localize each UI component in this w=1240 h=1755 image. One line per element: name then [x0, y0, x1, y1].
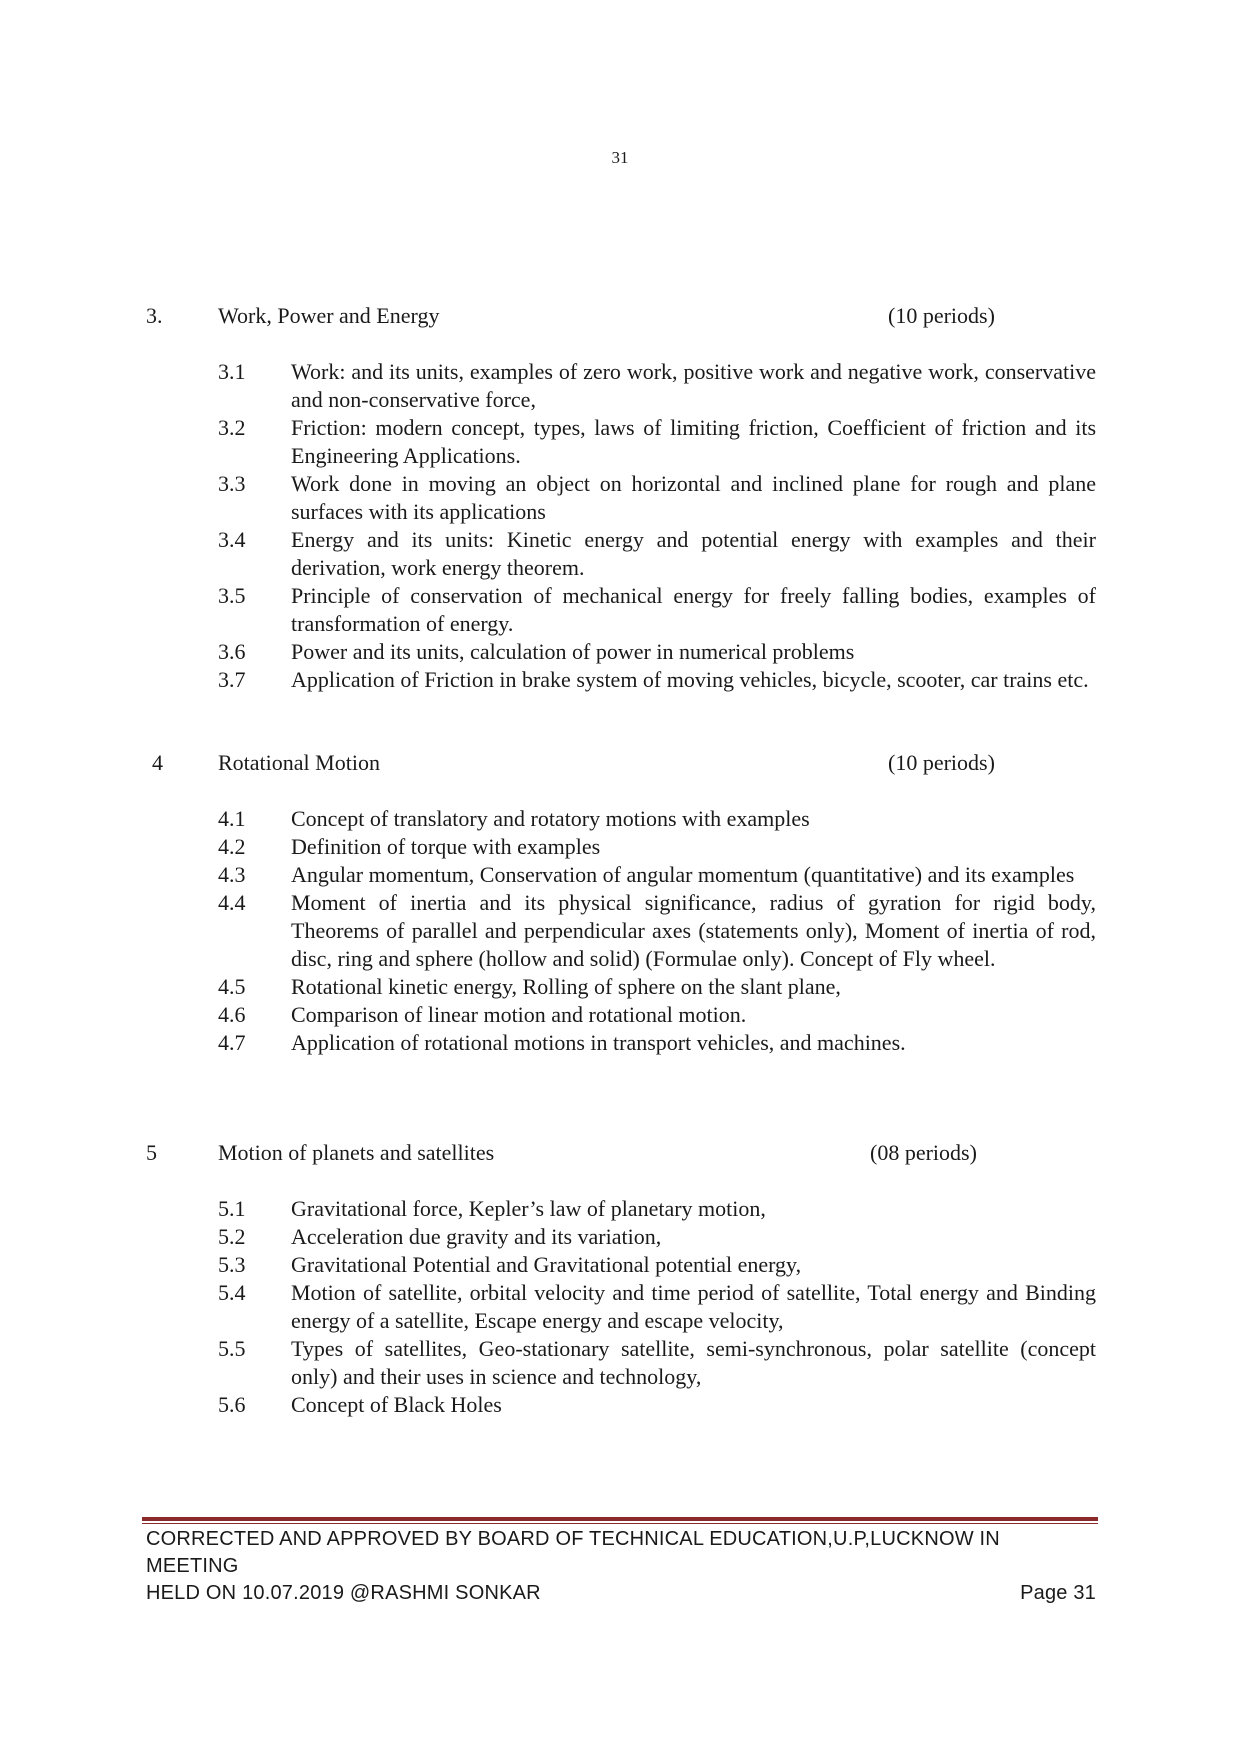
item-number: 4.4 [218, 890, 246, 915]
list-item [218, 666, 1096, 694]
unit-periods: (08 periods) [870, 1140, 977, 1165]
list-item [218, 526, 1096, 582]
list-item [218, 1001, 1096, 1029]
unit-topic-list [218, 358, 1096, 694]
footer-line-2-row [146, 1580, 1096, 1607]
item-number: 5.5 [218, 1336, 246, 1361]
item-text: Energy and its units: Kinetic energy and potential energy with examples and their derivation, work energy theorem. [291, 527, 1096, 580]
list-item [218, 1335, 1096, 1391]
item-number: 4.5 [218, 974, 246, 999]
unit-title: Rotational Motion [218, 750, 380, 775]
page-number: 31 [611, 148, 629, 167]
item-number: 5.6 [218, 1392, 246, 1417]
item-number: 4.2 [218, 834, 246, 859]
list-item [218, 470, 1096, 526]
item-text: Friction: modern concept, types, laws of limiting friction, Coefficient of friction and its Engineering Applications. [291, 415, 1096, 468]
list-item [218, 973, 1096, 1001]
unit-heading [0, 749, 1240, 779]
item-text: Angular momentum, Conservation of angular momentum (quantitative) and its examples [291, 862, 1075, 887]
unit-periods: (10 periods) [888, 750, 995, 775]
list-item [218, 889, 1096, 973]
item-number: 3.7 [218, 667, 246, 692]
unit-title: Motion of planets and satellites [218, 1140, 495, 1165]
item-text: Application of rotational motions in transport vehicles, and machines. [291, 1030, 906, 1055]
unit-heading [0, 302, 1240, 332]
list-item [218, 861, 1096, 889]
item-text: Gravitational Potential and Gravitational potential energy, [291, 1252, 802, 1277]
list-item [218, 1223, 1096, 1251]
item-text: Definition of torque with examples [291, 834, 601, 859]
unit-topic-list [218, 1195, 1096, 1419]
list-item [218, 414, 1096, 470]
item-number: 5.3 [218, 1252, 246, 1277]
item-text: Work: and its units, examples of zero work, positive work and negative work, conservative and non-conservative force, [291, 359, 1096, 412]
list-item [218, 1251, 1096, 1279]
unit-periods: (10 periods) [888, 303, 995, 328]
footer-line-1: CORRECTED AND APPROVED BY BOARD OF TECHNICAL EDUCATION,U.P,LUCKNOW IN MEETING [146, 1528, 1000, 1577]
footer-divider-thin [142, 1523, 1098, 1524]
item-number: 3.5 [218, 583, 246, 608]
item-number: 5.2 [218, 1224, 246, 1249]
item-text: Moment of inertia and its physical significance, radius of gyration for rigid body, Theorems of parallel and perpendicular axes (statements only), Moment of inertia of rod, disc, ring and sphere (hollow and solid) (Formulae only). Concept of Fly wheel. [291, 890, 1096, 971]
unit-number: 4 [152, 750, 163, 775]
item-number: 3.1 [218, 359, 246, 384]
page-footer [146, 1526, 1096, 1607]
item-number: 4.3 [218, 862, 246, 887]
list-item [218, 638, 1096, 666]
unit-topic-list [218, 805, 1096, 1057]
list-item [218, 805, 1096, 833]
item-number: 4.6 [218, 1002, 246, 1027]
item-number: 5.4 [218, 1280, 246, 1305]
item-number: 4.7 [218, 1030, 246, 1055]
item-number: 3.3 [218, 471, 246, 496]
item-number: 5.1 [218, 1196, 246, 1221]
item-number: 3.6 [218, 639, 246, 664]
item-text: Application of Friction in brake system of moving vehicles, bicycle, scooter, car trains etc. [291, 667, 1089, 692]
unit-title: Work, Power and Energy [218, 303, 440, 328]
item-number: 4.1 [218, 806, 246, 831]
item-number: 3.4 [218, 527, 246, 552]
item-text: Acceleration due gravity and its variation, [291, 1224, 662, 1249]
unit-heading [0, 1139, 1240, 1169]
list-item [218, 1029, 1096, 1057]
footer-page-label: Page 31 [1020, 1582, 1096, 1604]
item-text: Principle of conservation of mechanical energy for freely falling bodies, examples of transformation of energy. [291, 583, 1096, 636]
list-item [218, 582, 1096, 638]
item-text: Power and its units, calculation of power in numerical problems [291, 639, 855, 664]
footer-line-2: HELD ON 10.07.2019 @RASHMI SONKAR [146, 1582, 541, 1604]
item-text: Types of satellites, Geo-stationary satellite, semi-synchronous, polar satellite (concept only) and their uses in science and technology, [291, 1336, 1096, 1389]
footer-divider [142, 1517, 1098, 1521]
item-number: 3.2 [218, 415, 246, 440]
item-text: Gravitational force, Kepler’s law of planetary motion, [291, 1196, 766, 1221]
item-text: Concept of Black Holes [291, 1392, 502, 1417]
list-item [218, 1195, 1096, 1223]
item-text: Rotational kinetic energy, Rolling of sphere on the slant plane, [291, 974, 841, 999]
unit-number: 3. [146, 303, 163, 328]
item-text: Work done in moving an object on horizontal and inclined plane for rough and plane surfaces with its applications [291, 471, 1096, 524]
item-text: Comparison of linear motion and rotational motion. [291, 1002, 747, 1027]
item-text: Motion of satellite, orbital velocity and time period of satellite, Total energy and Binding energy of a satellite, Escape energy and escape velocity, [291, 1280, 1096, 1333]
unit-number: 5 [146, 1140, 157, 1165]
item-text: Concept of translatory and rotatory motions with examples [291, 806, 810, 831]
list-item [218, 358, 1096, 414]
list-item [218, 833, 1096, 861]
list-item [218, 1279, 1096, 1335]
list-item [218, 1391, 1096, 1419]
